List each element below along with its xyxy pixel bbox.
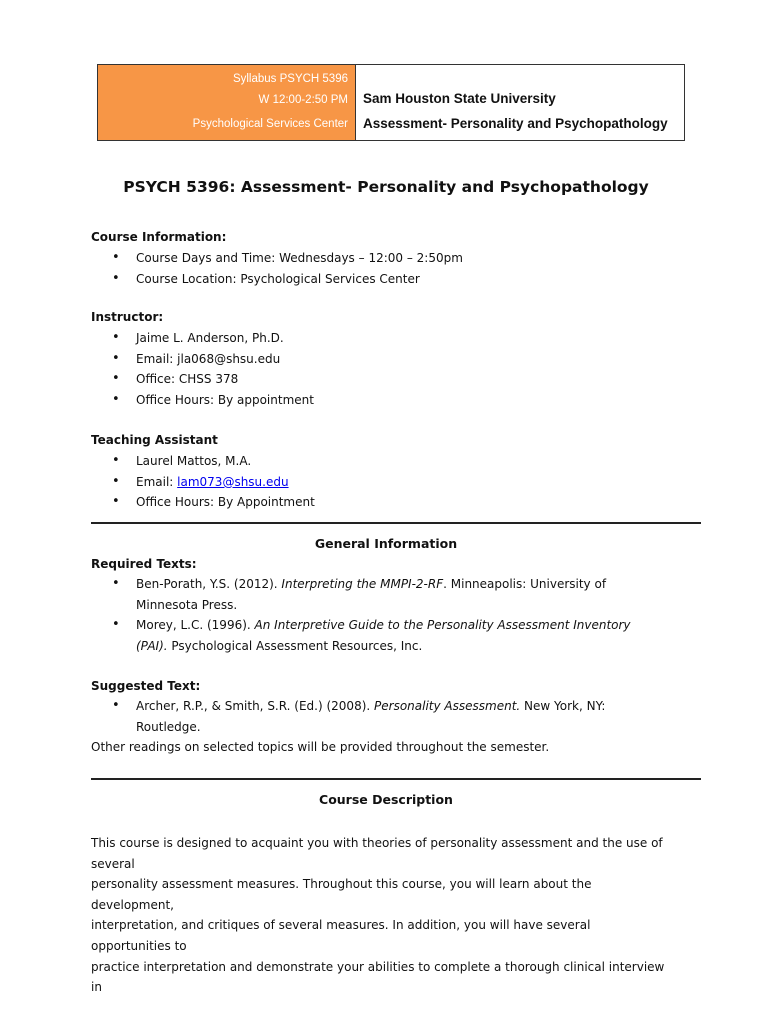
- course-info-list: [91, 248, 661, 289]
- section-divider: [91, 522, 701, 524]
- list-item: • Office Hours: By Appointment: [91, 492, 661, 513]
- citation-title: An Interpretive Guide to the Personality Assessment Inventory (PAI).: [136, 618, 631, 654]
- required-texts-list: [91, 574, 661, 657]
- description-line: practice interpretation and demonstrate your abilities to complete a thorough clinical interview in: [91, 959, 665, 995]
- description-line: personality assessment measures. Throughout this course, you will learn about the development,: [91, 877, 592, 912]
- ta-list: [91, 451, 661, 513]
- citation-authors: Ben-Porath, Y.S. (2012).: [136, 577, 282, 591]
- instructor-list: [91, 328, 661, 411]
- ta-email-link[interactable]: lam073@shsu.edu: [177, 474, 289, 489]
- course-description-body: [91, 833, 666, 998]
- header-course-name: Assessment- Personality and Psychopathology: [363, 116, 668, 131]
- header-meeting-time: W 12:00-2:50 PM: [258, 94, 348, 106]
- citation-publisher: . Minneapolis: University of Minnesota Press.: [136, 577, 607, 612]
- course-info-label: Course Information:: [91, 230, 227, 244]
- instructor-label: Instructor:: [91, 310, 164, 324]
- suggested-text-list: [91, 696, 661, 737]
- list-item: • Course Days and Time: Wednesdays – 12:00 – 2:50pm: [91, 248, 661, 269]
- other-readings-note: Other readings on selected topics will be provided throughout the semester.: [91, 740, 550, 754]
- list-item: • Jaime L. Anderson, Ph.D.: [91, 328, 661, 349]
- header-location: Psychological Services Center: [192, 118, 348, 130]
- citation-authors: Archer, R.P., & Smith, S.R. (Ed.) (2008).: [136, 699, 375, 713]
- list-item: [91, 472, 661, 493]
- section-divider: [91, 778, 701, 780]
- citation-title: Interpreting the MMPI-2-RF: [281, 577, 444, 591]
- citation-authors: Morey, L.C. (1996).: [136, 618, 255, 633]
- ta-label: Teaching Assistant: [91, 433, 218, 447]
- ta-email-label: Email:: [136, 474, 178, 489]
- list-item: • Course Location: Psychological Services Center: [91, 269, 661, 290]
- header-course-block: [98, 65, 356, 140]
- course-description-heading: Course Description: [319, 792, 453, 807]
- list-item: [91, 696, 661, 737]
- list-item: • Office Hours: By appointment: [91, 390, 661, 411]
- page-title: PSYCH 5396: Assessment- Personality and Psychopathology: [123, 178, 649, 196]
- header-university-block: [356, 65, 684, 140]
- suggested-text-label: Suggested Text:: [91, 679, 201, 693]
- description-line: interpretation, and critiques of several measures. In addition, you will have several opportunities to: [91, 918, 591, 953]
- required-texts-label: Required Texts:: [91, 557, 197, 571]
- list-item: [91, 574, 661, 615]
- general-info-heading: General Information: [314, 536, 458, 551]
- list-item: • Email: jla068@shsu.edu: [91, 349, 661, 370]
- list-item: [91, 615, 661, 656]
- list-item: • Office: CHSS 378: [91, 369, 661, 390]
- header-course-code: Syllabus PSYCH 5396: [232, 73, 348, 85]
- header-university: Sam Houston State University: [363, 91, 556, 106]
- citation-title: Personality Assessment.: [374, 699, 521, 713]
- list-item: • Laurel Mattos, M.A.: [91, 451, 661, 472]
- citation-publisher: Psychological Assessment Resources, Inc.: [167, 639, 423, 654]
- syllabus-header-box: [97, 64, 685, 141]
- citation-publisher: New York, NY: Routledge.: [136, 699, 606, 734]
- description-line: This course is designed to acquaint you with theories of personality assessment and the use of several: [91, 836, 663, 871]
